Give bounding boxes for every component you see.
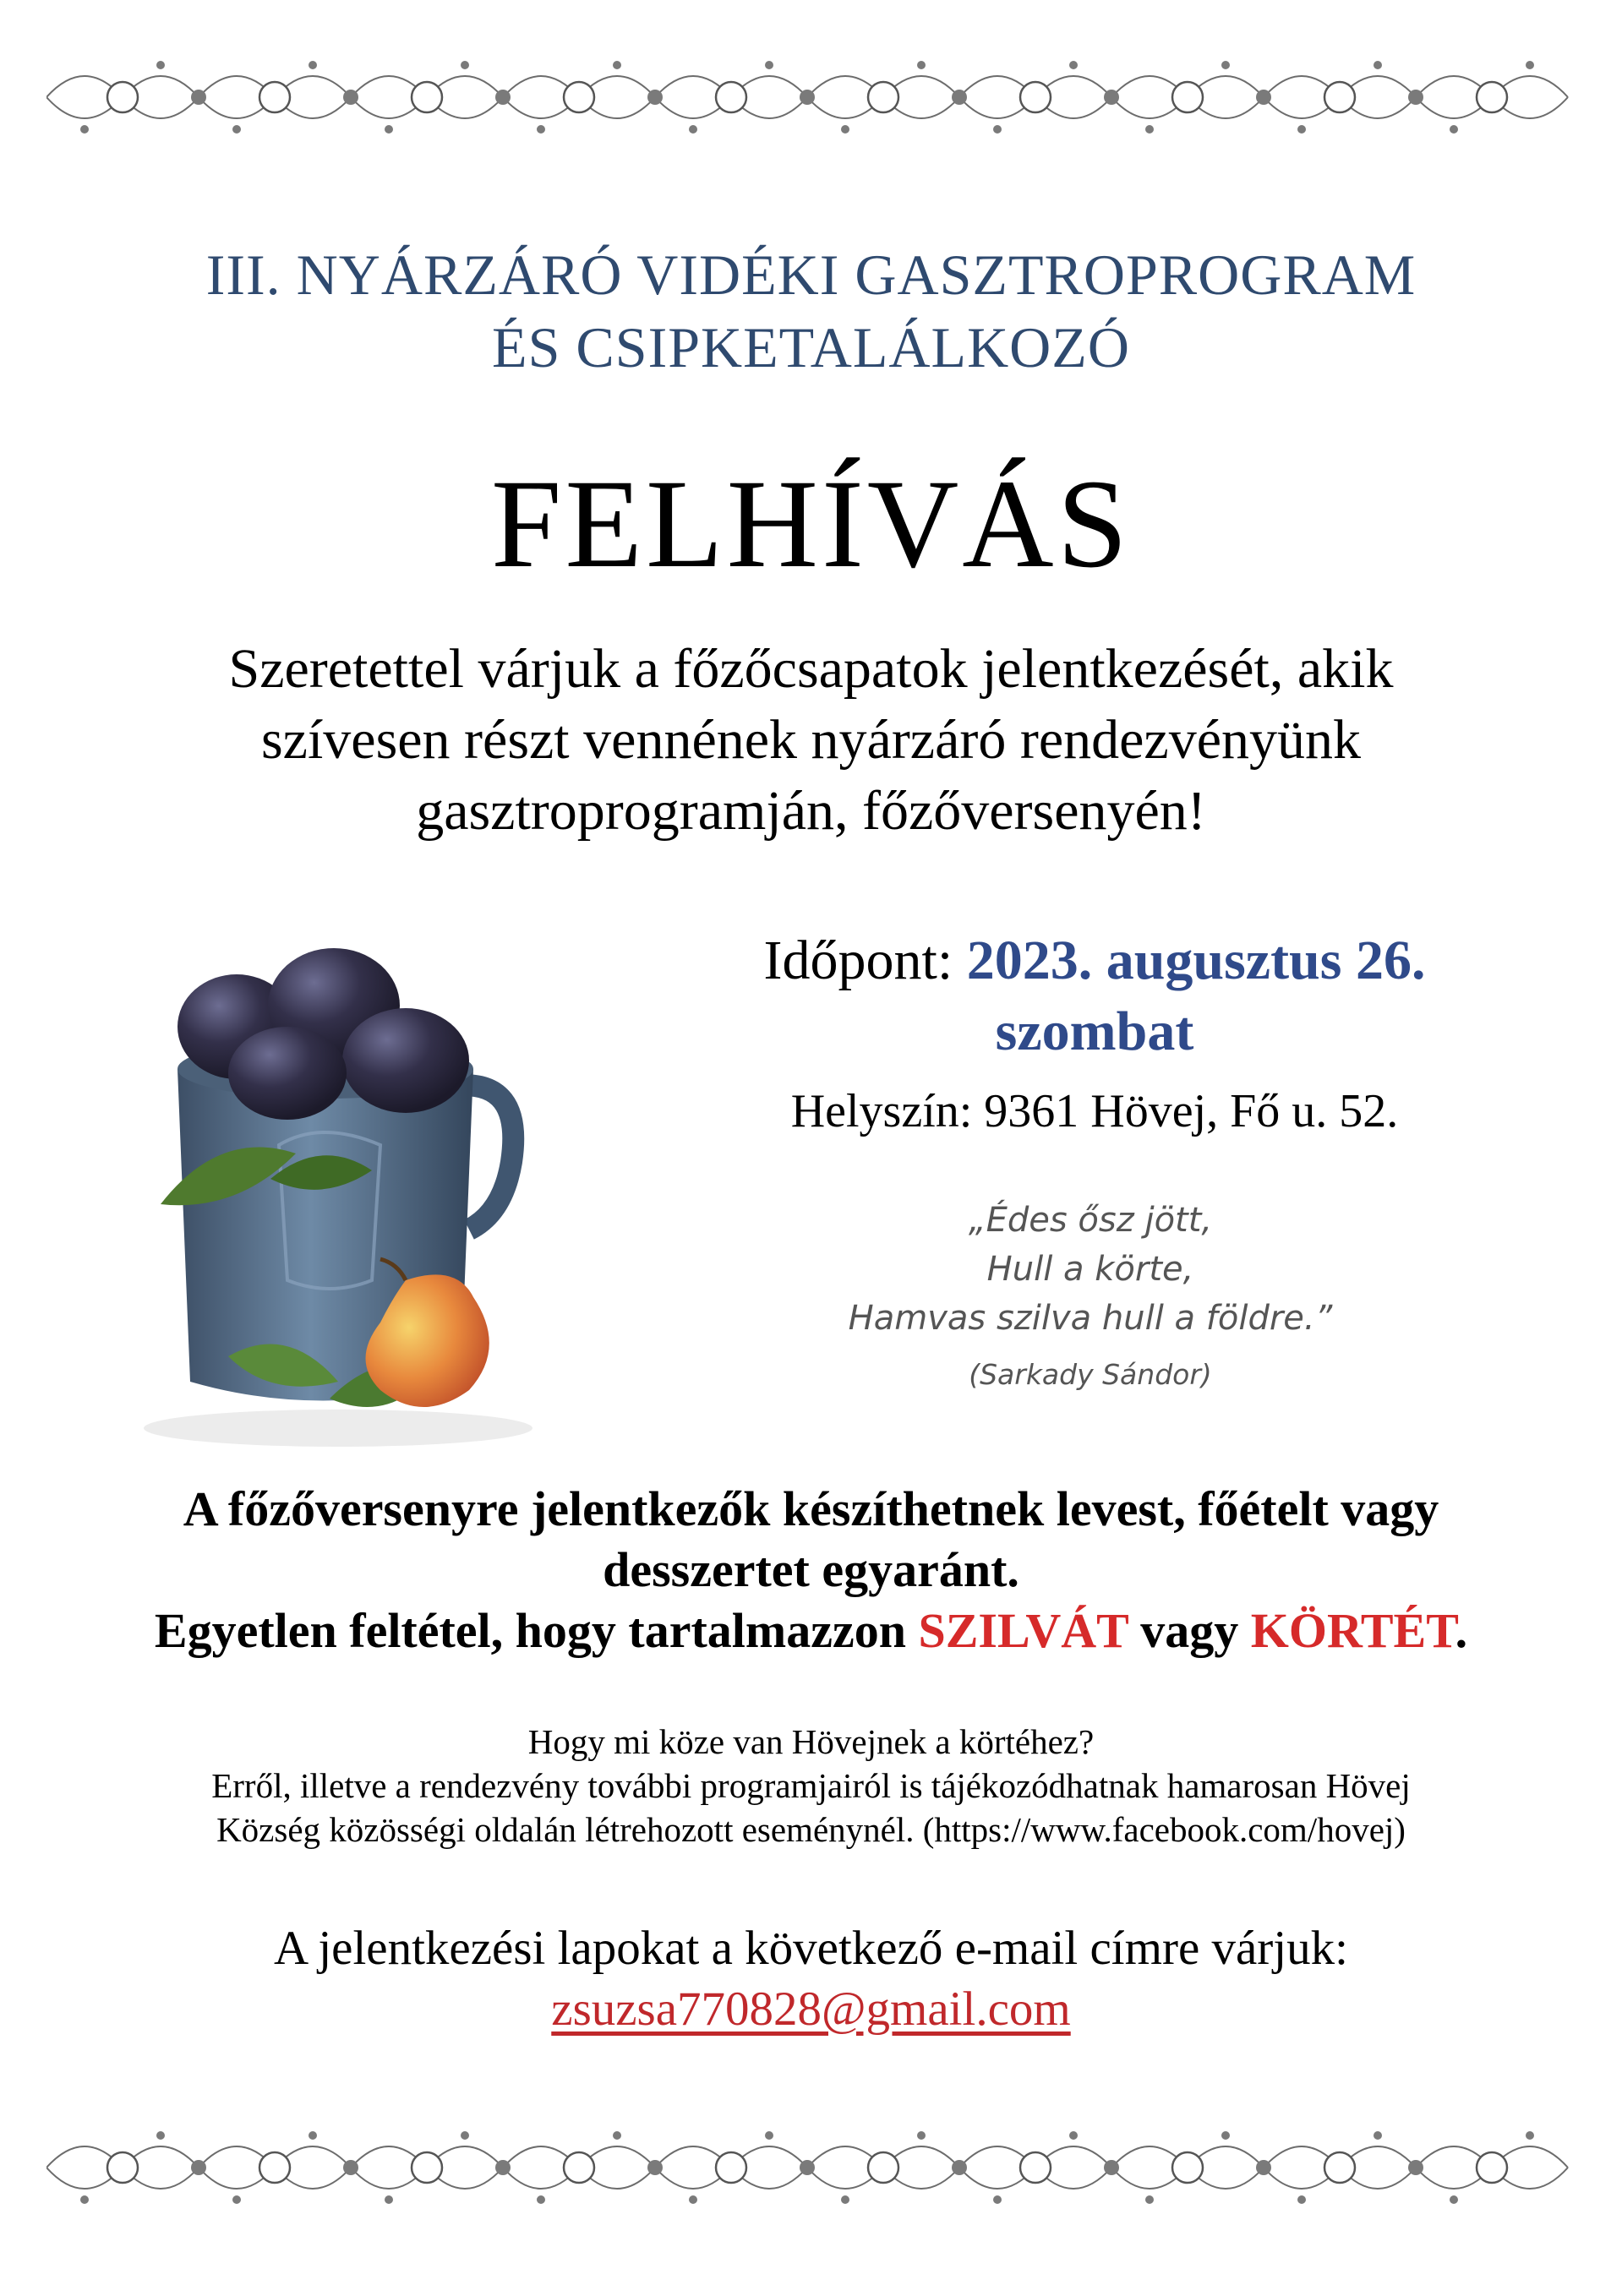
poem-quote <box>744 1196 1437 1343</box>
intro-line-1: Szeretettel várjuk a főzőcsapatok jelentkezését, akik <box>228 638 1394 700</box>
event-title-line-1: III. NYÁRZÁRÓ VIDÉKI GASZTROPROGRAM <box>205 243 1417 307</box>
pear-highlight: KÖRTÉT <box>1250 1603 1455 1658</box>
rules-period: . <box>1455 1603 1468 1658</box>
event-location: Helyszín: 9361 Hövej, Fő u. 52. <box>790 1085 1399 1137</box>
rules-or-text: vagy <box>1140 1603 1239 1658</box>
poem-line-3: Hamvas szilva hull a földre.” <box>848 1299 1333 1338</box>
contest-rules <box>0 1479 1622 1661</box>
contact-text: A jelentkezési lapokat a következő e-mail címre várjuk: <box>274 1922 1348 1975</box>
email-link[interactable]: zsuzsa770828@gmail.com <box>551 1982 1071 2036</box>
more-info-line-1: Hogy mi köze van Hövejnek a körtéhez? <box>527 1722 1095 1761</box>
intro-line-3: gasztroprogramján, főzőversenyén! <box>416 780 1206 842</box>
contact-section <box>0 1918 1622 2040</box>
more-info-line-2: Erről, illetve a rendezvény további programjairól is tájékozódhatnak hamarosan Hövej <box>211 1766 1411 1805</box>
event-weekday: szombat <box>995 1001 1194 1062</box>
more-info <box>34 1720 1588 1852</box>
event-title-line-2: ÉS CSIPKETALÁLKOZÓ <box>492 315 1130 379</box>
plum-highlight: SZILVÁT <box>918 1603 1128 1658</box>
rules-line-1: A főzőversenyre jelentkezők készíthetnek levest, főételt vagy <box>183 1481 1439 1536</box>
poem-line-1: „Édes ősz jött, <box>968 1201 1213 1240</box>
plums-in-jug-with-pear-photo <box>127 925 558 1458</box>
intro-line-2: szívesen részt vennének nyárzáró rendezvényünk <box>260 709 1362 771</box>
poem-line-2: Hull a körte, <box>986 1250 1194 1289</box>
lace-border-bottom <box>46 2117 1576 2218</box>
event-title <box>0 238 1622 384</box>
intro-paragraph <box>0 634 1622 847</box>
lace-border-top <box>46 46 1576 148</box>
rules-condition-text: Egyetlen feltétel, hogy tartalmazzon <box>154 1603 906 1658</box>
more-info-line-3: Község közösségi oldalán létrehozott eseménynél. (https://www.facebook.com/hovej) <box>216 1810 1406 1849</box>
main-title: FELHÍVÁS <box>490 454 1132 594</box>
date-value: 2023. augusztus 26. <box>966 930 1426 991</box>
poem-author: (Sarkady Sándor) <box>969 1358 1212 1391</box>
date-label: Időpont: <box>763 930 953 991</box>
event-date <box>609 925 1581 1067</box>
rules-line-2: desszertet egyaránt. <box>603 1542 1019 1597</box>
rules-line-3 <box>0 1601 1622 1661</box>
